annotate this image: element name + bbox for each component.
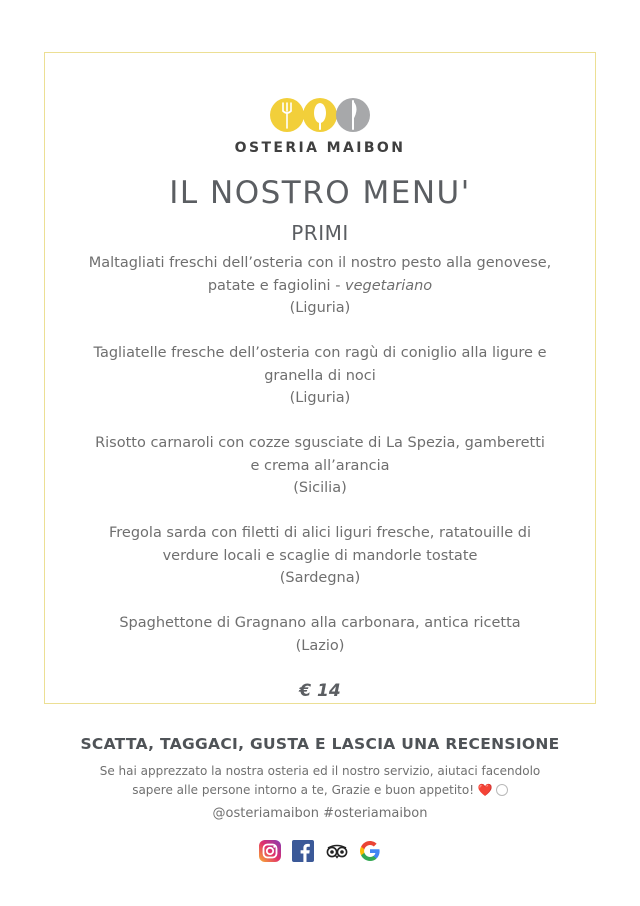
dish-region: (Liguria) — [289, 300, 351, 316]
dish-description: granella di noci — [264, 367, 376, 384]
google-icon[interactable] — [358, 839, 382, 863]
dish-description: Risotto carnaroli con cozze sgusciate di La Spezia, gamberetti — [95, 435, 545, 451]
brand-name: OSTERIA MAIBON — [234, 140, 406, 156]
heart-icon: ❤️ — [477, 783, 493, 797]
dish-description: e crema all’arancia — [250, 457, 390, 474]
dish-item — [44, 432, 596, 500]
dish-region: (Lazio) — [295, 637, 345, 654]
dish-description: patate e fagiolini - — [207, 277, 346, 294]
dish-item — [44, 342, 596, 410]
instagram-icon[interactable] — [258, 839, 282, 863]
dish-list — [44, 252, 596, 680]
facebook-icon[interactable] — [291, 839, 315, 863]
social-handles: @osteriamaibon #osteriamaibon — [212, 806, 428, 821]
dish-description: verdure locali e scaglie di mandorle tostate — [162, 547, 478, 564]
dish-description: Fregola sarda con filetti di alici liguri fresche, ratatouille di — [108, 525, 531, 541]
logo — [0, 96, 640, 134]
price: € 14 — [299, 681, 341, 701]
dish-item — [44, 522, 596, 590]
footer-message — [70, 762, 570, 800]
dish-description: Spaghettone di Gragnano alla carbonara, antica ricetta — [119, 615, 521, 631]
tripadvisor-icon[interactable] — [325, 839, 349, 863]
social-icons — [0, 839, 640, 863]
logo-icon — [268, 96, 372, 134]
dish-item — [44, 252, 596, 320]
page-title: IL NOSTRO MENU' — [169, 175, 471, 211]
dish-region: (Liguria) — [289, 390, 351, 406]
dish-description: Maltagliati freschi dell’osteria con il nostro pesto alla genovese, — [88, 255, 552, 271]
footer-title: SCATTA, TAGGACI, GUSTA E LASCIA UNA RECENSIONE — [80, 735, 560, 753]
dish-tag: vegetariano — [345, 277, 433, 294]
dish-description: Tagliatelle fresche dell’osteria con ragù di coniglio alla ligure e — [93, 345, 547, 361]
footer-line: sapere alle persone intorno a te, Grazie e buon appetito! — [132, 783, 475, 797]
dish-region: (Sardegna) — [279, 570, 361, 586]
footer-line: Se hai apprezzato la nostra osteria ed il nostro servizio, aiutaci facendolo — [99, 764, 541, 778]
dish-region: (Sicilia) — [293, 480, 347, 496]
plate-icon — [496, 784, 508, 796]
section-title: PRIMI — [291, 221, 349, 245]
dish-item — [44, 612, 596, 657]
